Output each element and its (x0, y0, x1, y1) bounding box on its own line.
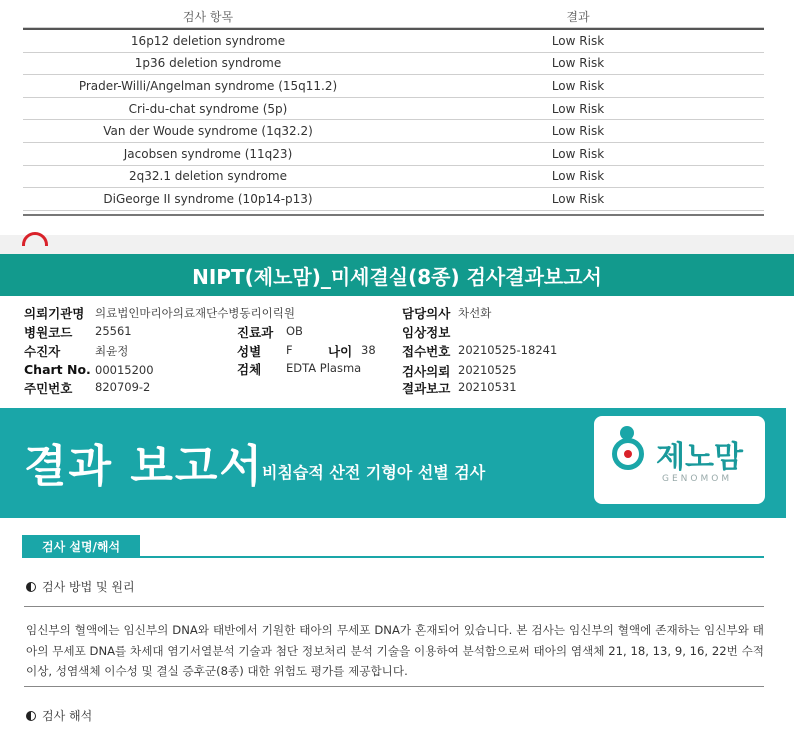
logo-text: 제노맘 (656, 440, 743, 475)
interp-heading-text: 검사 해석 (42, 709, 93, 723)
results-table-header (23, 6, 764, 28)
half-circle-icon (26, 582, 36, 592)
table-row (23, 188, 764, 211)
report-subtitle: 비침습적 산전 기형아 선별 검사 (262, 463, 486, 482)
doctor-label: 담당의사 (402, 306, 451, 321)
doctor-value: 차선화 (458, 306, 492, 320)
section-underline (22, 556, 764, 558)
divider (24, 686, 764, 687)
request-date-value: 20210525 (458, 363, 517, 377)
request-date-label: 검사의뢰 (402, 364, 451, 379)
report-date-label: 결과보고 (402, 381, 451, 396)
age-label: 나이 (328, 344, 353, 359)
sex-label: 성별 (237, 344, 262, 359)
table-row (23, 98, 764, 121)
specimen-value: EDTA Plasma (286, 361, 362, 375)
row-result: Low Risk (551, 56, 605, 71)
row-item: Jacobsen syndrome (11q23) (123, 146, 293, 161)
dept-label: 진료과 (237, 325, 274, 340)
chart-no-value: 00015200 (95, 363, 154, 377)
logo-english: GENOMOM (662, 474, 733, 484)
resident-id-value: 820709-2 (95, 380, 151, 394)
table-row (23, 120, 764, 143)
table-row (23, 53, 764, 76)
results-table (23, 6, 764, 216)
row-result: Low Risk (551, 146, 605, 161)
logo-ring-icon (612, 438, 644, 470)
row-item: Prader-Willi/Angelman syndrome (15q11.2) (78, 78, 338, 93)
row-item: Van der Woude syndrome (1q32.2) (103, 124, 313, 139)
patient-value: 최윤정 (95, 344, 129, 358)
row-result: Low Risk (551, 169, 605, 184)
chart-no-label: Chart No. (24, 362, 91, 377)
table-row (23, 143, 764, 166)
col-header-result: 결과 (566, 10, 590, 24)
receipt-value: 20210525-18241 (458, 343, 558, 357)
table-row (23, 166, 764, 189)
dept-value: OB (286, 324, 303, 338)
institution-label: 의뢰기관명 (24, 306, 85, 321)
row-item: 16p12 deletion syndrome (130, 33, 286, 48)
specimen-label: 검체 (237, 362, 262, 377)
row-result: Low Risk (551, 101, 605, 116)
table-row (23, 30, 764, 53)
table-row (23, 75, 764, 98)
report-header (0, 408, 786, 518)
row-result: Low Risk (551, 191, 605, 206)
row-item: 1p36 deletion syndrome (134, 56, 282, 71)
patient-info (0, 296, 794, 402)
method-heading-text: 검사 방법 및 원리 (42, 580, 135, 594)
resident-id-label: 주민번호 (24, 381, 73, 396)
method-heading (26, 578, 135, 595)
row-item: DiGeorge II syndrome (10p14-p13) (103, 191, 313, 206)
report-date-value: 20210531 (458, 380, 517, 394)
report-banner (0, 254, 794, 296)
interp-heading (26, 707, 92, 724)
page-separator (0, 235, 794, 254)
banner-title: NIPT(제노맘)_미세결실(8종) 검사결과보고서 (192, 264, 602, 289)
hospital-code-value: 25561 (95, 324, 132, 338)
row-item: Cri-du-chat syndrome (5p) (128, 101, 288, 116)
section-tab (22, 535, 140, 557)
receipt-label: 접수번호 (402, 344, 451, 359)
section-tab-label: 검사 설명/해석 (42, 539, 121, 554)
half-circle-icon (26, 711, 36, 721)
col-header-item: 검사 항목 (182, 10, 234, 24)
table-bottom-border (23, 214, 764, 216)
report-title: 결과 보고서 (24, 441, 264, 492)
row-result: Low Risk (551, 78, 605, 93)
genomom-logo (594, 416, 765, 504)
sex-value: F (286, 343, 293, 357)
age-value: 38 (361, 343, 376, 357)
hospital-code-label: 병원코드 (24, 325, 73, 340)
row-result: Low Risk (551, 124, 605, 139)
row-item: 2q32.1 deletion syndrome (129, 169, 287, 184)
method-paragraph: 임신부의 혈액에는 임신부의 DNA와 태반에서 기원한 태아의 무세포 DNA가 혼재되어 있습니다. 본 검사는 임신부의 혈액에 존재하는 임신부와 태아의 무세포 DNA를 차세대 염기서열분석 기술과 첨단 정보처리 분석 기술을 이용하여 분석함으로써 태아의 염색체 21, 18, 13, 9, 16, 22번 수적 이상, 성염색체 이수성 및 결실 증후군(8종) 대한 위험도 평가를 제공합니다. (26, 623, 764, 678)
divider (24, 606, 764, 607)
institution-value: 의료법인마리아의료재단수병동리이릭원 (95, 306, 295, 320)
clinical-info-label: 임상정보 (402, 325, 451, 340)
red-mark-icon (22, 232, 48, 246)
patient-label: 수진자 (24, 344, 61, 359)
row-result: Low Risk (551, 33, 605, 48)
